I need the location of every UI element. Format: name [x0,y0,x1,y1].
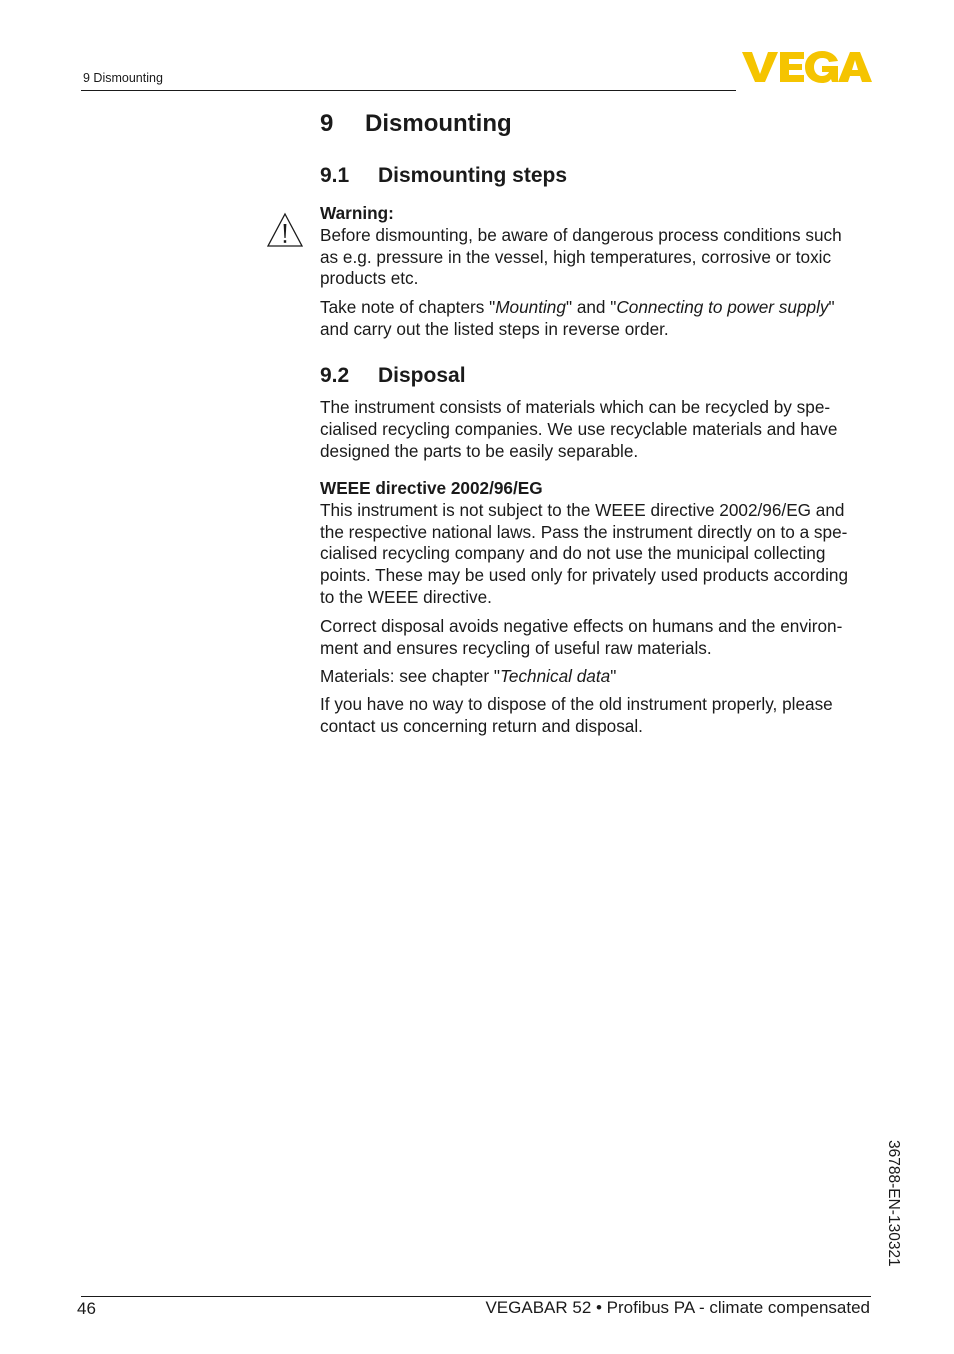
running-header: 9 Dismounting [83,71,163,85]
warning-label: Warning: [320,203,394,223]
paragraph-line: to the WEEE directive. [320,586,492,607]
paragraph-line: ment and ensures recycling of useful raw materials. [320,637,712,658]
disposal-intro [320,397,872,462]
paragraph-line: This instrument is not subject to the WEEE directive 2002/96/EG and [320,499,845,520]
section-title: Dismounting steps [378,164,568,187]
materials-line [320,666,872,688]
paragraph-line: points. These may be used only for privately used products according [320,565,849,586]
correct-disposal [320,616,872,660]
paragraph-line: cialised recycling company and do not use the municipal collecting [320,543,826,564]
section-title: Disposal [378,364,466,387]
paragraph-line: the respective national laws. Pass the instrument directly on to a spe- [320,521,848,542]
chapter-reference-technical-data: Technical data [499,666,611,686]
section-number: 9.1 [320,164,350,187]
chapters-note-line: and carry out the listed steps in reverse order. [320,318,669,339]
materials-note [320,666,872,688]
paragraph-line: designed the parts to be easily separable. [320,440,639,461]
chapter-reference-mounting: Mounting [495,297,566,317]
warning-line: Before dismounting, be aware of dangerous process conditions such [320,224,842,245]
materials-text: Materials: see chapter " [320,666,500,686]
note-text: " and " [565,297,617,317]
chapter-number: 9 [320,110,334,137]
paragraph-line: Correct disposal avoids negative effects on humans and the environ- [320,616,843,636]
vega-logo-icon [742,50,872,84]
chapter-heading [320,110,512,138]
footer-title: VEGABAR 52 • Profibus PA - climate compensated [485,1298,870,1317]
chapters-note [320,297,872,341]
paragraph-line: contact us concerning return and disposal. [320,715,643,736]
warning-triangle-icon [266,212,304,248]
header-rule [81,90,736,91]
note-text: Take note of chapters " [320,297,496,317]
note-text: " [828,297,835,317]
vega-logo [742,50,872,84]
chapter-reference-power-supply: Connecting to power supply [616,297,829,317]
paragraph-line: If you have no way to dispose of the old instrument properly, please [320,694,833,714]
chapters-note-line [320,297,872,319]
warning-line: as e.g. pressure in the vessel, high temperatures, corrosive or toxic [320,246,832,267]
page-number: 46 [77,1299,96,1318]
section-heading-disposal [320,364,466,388]
section-heading-dismounting-steps [320,164,567,188]
paragraph-line: cialised recycling companies. We use recyclable materials and have [320,418,838,439]
weee-heading: WEEE directive 2002/96/EG [320,478,543,498]
warning-block [320,203,872,290]
chapter-title: Dismounting [365,110,512,137]
section-number: 9.2 [320,364,350,387]
warning-line: products etc. [320,268,419,289]
document-id: 36788-EN-130321 [885,1140,902,1267]
weee-block [320,478,872,609]
paragraph-line: The instrument consists of materials which can be recycled by spe- [320,397,831,417]
footer-rule [81,1296,871,1297]
contact-note [320,694,872,738]
materials-text: " [610,666,617,686]
